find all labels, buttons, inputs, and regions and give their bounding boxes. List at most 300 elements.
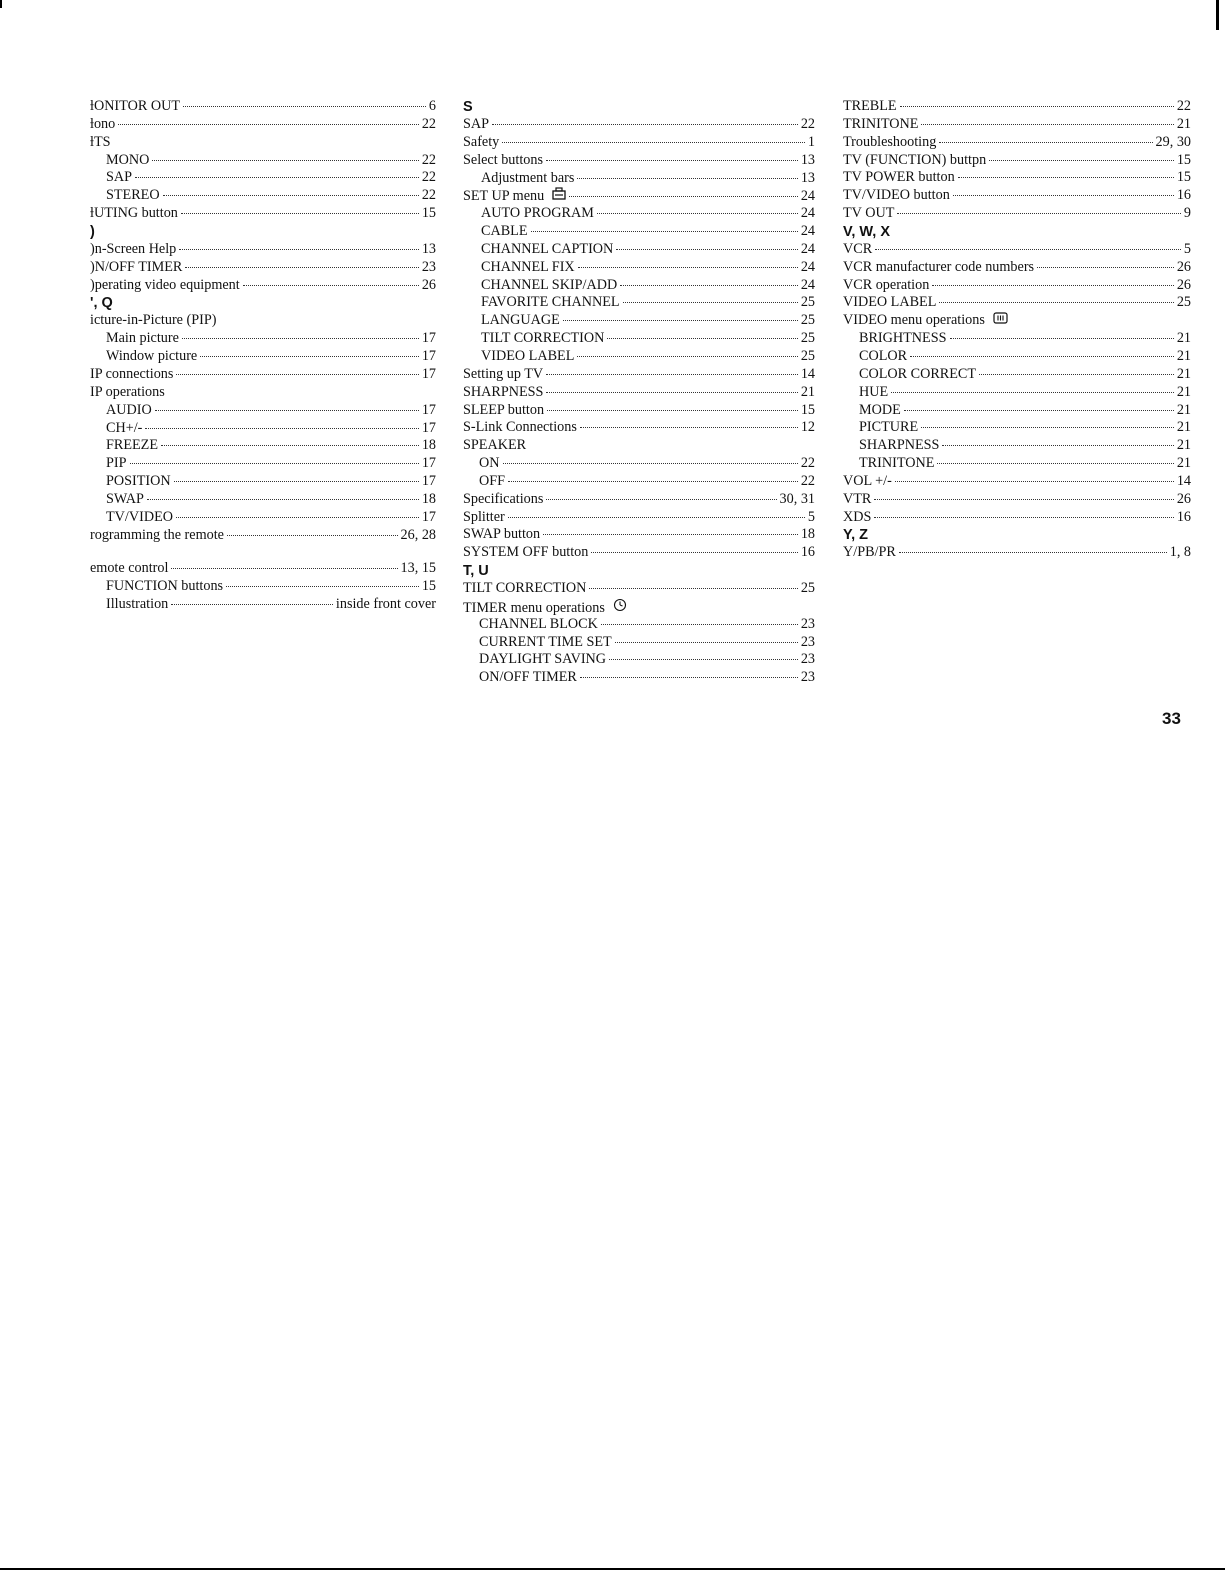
dot-leader [546, 374, 798, 375]
index-entry [90, 578, 436, 596]
page-reference: 6 [428, 98, 436, 114]
dot-leader [937, 463, 1173, 464]
index-term: XDS [843, 508, 872, 525]
page-reference: 17 [421, 330, 436, 347]
index-letter-heading: V, W, X [843, 223, 891, 240]
index-entry [90, 312, 436, 330]
dot-leader [875, 249, 1181, 250]
dot-leader [135, 177, 419, 178]
dot-leader [243, 285, 419, 286]
page-reference: 17 [421, 401, 436, 418]
index-term: )n-Screen Help [90, 240, 177, 257]
dot-leader [580, 677, 798, 678]
page-reference: 30, 31 [779, 490, 815, 507]
index-term: TIMER menu operations [463, 599, 605, 616]
dot-leader [176, 374, 418, 375]
page-reference: 13 [421, 240, 436, 257]
dot-leader [163, 195, 419, 196]
page-reference: 25 [800, 330, 815, 347]
dot-leader [615, 642, 798, 643]
page-reference: 14 [800, 365, 815, 382]
dot-leader [616, 249, 798, 250]
index-term: Specifications [463, 490, 544, 507]
page-reference: 17 [421, 473, 436, 490]
dot-leader [171, 604, 333, 605]
index-entry [90, 241, 436, 259]
page-reference: 17 [421, 455, 436, 472]
dot-leader [155, 410, 419, 411]
index-term: TRINITONE [859, 455, 935, 472]
dot-leader [607, 338, 797, 339]
index-entry [843, 509, 1191, 527]
index-term: DAYLIGHT SAVING [479, 651, 607, 668]
dot-leader [942, 445, 1173, 446]
dot-leader [950, 338, 1174, 339]
page-reference: 17 [421, 508, 436, 525]
page-reference: 15 [421, 578, 436, 595]
index-entry [463, 616, 815, 634]
index-term: ON/OFF TIMER [479, 669, 577, 686]
index-letter-heading: Y, Z [843, 527, 868, 544]
dot-leader [591, 552, 797, 553]
index-term: CABLE [481, 223, 528, 240]
page-reference: 12 [800, 419, 815, 436]
index-entry [90, 473, 436, 491]
index-entry [463, 384, 815, 402]
page-reference: 24 [800, 188, 815, 205]
index-term: STEREO [106, 187, 160, 204]
dot-leader [200, 356, 419, 357]
index-entry [463, 330, 815, 348]
index-entry [90, 152, 436, 170]
dot-leader [1037, 267, 1174, 268]
index-term: Troubleshooting [843, 133, 937, 150]
dot-leader [174, 481, 419, 482]
index-term: CHANNEL SKIP/ADD [481, 276, 618, 293]
dot-leader [897, 213, 1181, 214]
index-term: OFF [479, 472, 506, 489]
index-term: MONO [106, 151, 150, 168]
index-entry [463, 651, 815, 669]
dot-leader [508, 481, 798, 482]
index-entry [843, 116, 1191, 134]
index-column-3 [843, 98, 1191, 562]
page-reference: 22 [800, 455, 815, 472]
page-reference: 15 [1176, 169, 1191, 186]
index-term: rogramming the remote [90, 526, 224, 543]
dot-leader [227, 535, 398, 536]
index-entry [843, 473, 1191, 491]
page-reference: 24 [800, 240, 815, 257]
index-entry [90, 491, 436, 509]
page-reference: 17 [421, 348, 436, 365]
index-entry [463, 116, 815, 134]
dot-leader [503, 463, 798, 464]
index-entry [463, 348, 815, 366]
index-term: TV OUT [843, 205, 895, 222]
page-reference: 1, 8 [1169, 544, 1191, 561]
index-entry [463, 277, 815, 295]
index-entry [843, 98, 1191, 116]
page-reference: 22 [421, 115, 436, 132]
index-entry [843, 241, 1191, 259]
page-reference: 5 [807, 508, 815, 525]
index-entry [843, 419, 1191, 437]
index-term: FAVORITE CHANNEL [481, 294, 620, 311]
page-reference: 22 [800, 116, 815, 132]
page-reference: 23 [800, 615, 815, 632]
dot-leader [543, 534, 798, 535]
index-entry [843, 330, 1191, 348]
index-term: SLEEP button [463, 401, 545, 418]
index-entry [463, 134, 815, 152]
dot-leader [508, 517, 805, 518]
index-term: ƚUTING button [90, 205, 178, 222]
dot-leader [161, 445, 419, 446]
dot-leader [502, 142, 805, 143]
dot-leader [577, 178, 797, 179]
dot-leader [620, 285, 798, 286]
dot-leader [589, 588, 797, 589]
page-reference: 22 [1176, 98, 1191, 114]
index-term: TREBLE [843, 98, 897, 114]
dot-leader [546, 160, 798, 161]
dot-leader [147, 499, 419, 500]
page-reference: inside front cover [335, 596, 436, 613]
dot-leader [580, 427, 798, 428]
dot-leader [874, 499, 1173, 500]
index-entry [463, 402, 815, 420]
dot-leader [171, 568, 397, 569]
dot-leader [531, 231, 798, 232]
index-entry [843, 544, 1191, 562]
index-entry [463, 598, 815, 616]
scan-bottom-border [0, 1568, 1225, 1570]
dot-leader [546, 392, 797, 393]
index-term: Adjustment bars [481, 169, 575, 186]
index-term: CHANNEL BLOCK [479, 615, 598, 632]
index-entry [843, 384, 1191, 402]
dot-leader [874, 517, 1173, 518]
page-reference: 25 [800, 294, 815, 311]
index-entry [843, 277, 1191, 295]
page-reference: 21 [1176, 437, 1191, 454]
dot-leader [921, 427, 1174, 428]
index-entry [90, 384, 436, 402]
index-term: ƚONITOR OUT [90, 98, 180, 114]
index-entry [90, 527, 436, 545]
index-term: S-Link Connections [463, 419, 577, 436]
page-reference: 21 [1176, 419, 1191, 436]
index-entry [90, 98, 436, 116]
index-entry [90, 169, 436, 187]
dot-leader [546, 499, 776, 500]
page-reference: 18 [421, 490, 436, 507]
index-term: Select buttons [463, 151, 543, 168]
index-term: IP connections [90, 365, 174, 382]
page-reference: 24 [800, 276, 815, 293]
page-reference: 13 [800, 151, 815, 168]
page-reference: 29, 30 [1155, 133, 1191, 150]
dot-leader [185, 267, 418, 268]
dot-leader [958, 177, 1174, 178]
index-entry [463, 634, 815, 652]
index-term: CH+/- [106, 419, 143, 436]
index-letter-heading: S [463, 99, 473, 115]
dot-leader [910, 356, 1174, 357]
index-entry [90, 402, 436, 420]
index-term: )N/OFF TIMER [90, 258, 183, 275]
page-reference: 25 [800, 580, 815, 597]
index-term: SHARPNESS [463, 383, 544, 400]
page-number: 33 [1162, 709, 1181, 728]
page-reference: 25 [800, 347, 815, 364]
dot-leader [899, 552, 1167, 553]
index-term: TV/VIDEO [106, 508, 173, 525]
page-reference: 26 [1176, 490, 1191, 507]
index-term: POSITION [106, 473, 171, 490]
index-term: TILT CORRECTION [481, 330, 605, 347]
index-entry [463, 294, 815, 312]
index-term: SYSTEM OFF button [463, 544, 589, 561]
page-reference: 21 [1176, 115, 1191, 132]
index-term: CURRENT TIME SET [479, 633, 612, 650]
dot-leader [601, 624, 798, 625]
index-term: Illustration [106, 596, 169, 613]
page-reference: 21 [1176, 383, 1191, 400]
index-entry [90, 277, 436, 295]
index-term: emote control [90, 560, 169, 577]
index-entry [463, 312, 815, 330]
page-reference: 9 [1183, 205, 1191, 222]
index-entry [90, 259, 436, 277]
index-entry [90, 560, 436, 578]
index-entry [90, 187, 436, 205]
page-reference: 1 [807, 133, 815, 150]
index-entry [843, 187, 1191, 205]
index-entry [90, 420, 436, 438]
dot-leader [623, 302, 798, 303]
index-term: COLOR [859, 347, 908, 364]
dot-leader [118, 124, 419, 125]
page-reference: 23 [800, 669, 815, 686]
index-entry [463, 259, 815, 277]
index-entry [463, 544, 815, 562]
dot-leader [932, 285, 1174, 286]
page-reference: 16 [1176, 187, 1191, 204]
index-column-1 [90, 98, 436, 614]
page-reference: 18 [421, 437, 436, 454]
page-reference: 16 [1176, 508, 1191, 525]
index-term: VCR manufacturer code numbers [843, 258, 1035, 275]
dot-leader [953, 195, 1174, 196]
page-reference: 23 [800, 633, 815, 650]
dot-leader [183, 106, 426, 107]
index-term: BRIGHTNESS [859, 330, 947, 347]
index-term: ON [479, 455, 500, 472]
scan-edge-mark-left [0, 0, 2, 8]
index-column-2 [463, 98, 815, 687]
page-reference: 26 [1176, 258, 1191, 275]
page-reference: 13, 15 [400, 560, 436, 577]
index-entry [463, 366, 815, 384]
index-entry [463, 491, 815, 509]
dot-leader [939, 142, 1152, 143]
index-entry [463, 170, 815, 188]
index-term: PICTURE [859, 419, 919, 436]
index-entry [90, 509, 436, 527]
page-reference: 23 [800, 651, 815, 668]
timer-menu-icon [613, 598, 627, 616]
page-reference: 22 [800, 472, 815, 489]
index-entry [463, 526, 815, 544]
page-reference: 5 [1183, 240, 1191, 257]
index-entry [843, 294, 1191, 312]
page-reference: 17 [421, 419, 436, 436]
index-term: Safety [463, 133, 500, 150]
page-reference: 22 [421, 169, 436, 186]
index-entry [90, 596, 436, 614]
index-entry [90, 330, 436, 348]
index-entry [463, 205, 815, 223]
index-entry [463, 580, 815, 598]
dot-leader [130, 463, 419, 464]
index-term: ƚTS [90, 133, 111, 150]
index-entry [463, 241, 815, 259]
page-reference: 18 [800, 526, 815, 543]
dot-leader [578, 267, 798, 268]
page-reference: 14 [1176, 472, 1191, 489]
dot-leader [609, 659, 798, 660]
index-entry [463, 152, 815, 170]
index-term: FREEZE [106, 437, 159, 454]
dot-leader [145, 428, 418, 429]
index-term: SET UP menu [463, 188, 545, 205]
index-term: VOL +/- [843, 472, 892, 489]
index-entry [843, 259, 1191, 277]
index-term: FUNCTION buttons [106, 578, 224, 595]
page-reference: 23 [421, 258, 436, 275]
page-reference: 17 [421, 365, 436, 382]
index-term: SAP [463, 116, 490, 132]
index-entry [843, 348, 1191, 366]
index-term: AUTO PROGRAM [481, 205, 594, 222]
index-term: SPEAKER [463, 437, 527, 454]
index-term: TILT CORRECTION [463, 580, 587, 597]
index-term: VTR [843, 490, 872, 507]
index-entry [843, 366, 1191, 384]
index-entry [90, 437, 436, 455]
dot-leader [891, 392, 1174, 393]
dot-leader [547, 410, 798, 411]
index-entry [90, 116, 436, 134]
index-entry [90, 455, 436, 473]
index-entry [90, 205, 436, 223]
dot-leader [904, 410, 1174, 411]
page-reference: 21 [800, 383, 815, 400]
index-letter-heading: ', Q [90, 295, 113, 312]
page-reference: 13 [800, 169, 815, 186]
page-reference: 22 [421, 187, 436, 204]
index-term: TRINITONE [843, 115, 919, 132]
dot-leader [226, 586, 419, 587]
section-gap [90, 544, 436, 560]
page-reference: 26, 28 [400, 526, 436, 543]
dot-leader [569, 196, 798, 197]
index-term: SWAP [106, 490, 144, 507]
index-term: LANGUAGE [481, 312, 560, 329]
dot-leader [979, 374, 1174, 375]
index-entry [843, 491, 1191, 509]
dot-leader [176, 517, 419, 518]
index-term: IP operations [90, 383, 165, 400]
dot-leader [492, 124, 798, 125]
dot-leader [900, 106, 1174, 107]
index-term: COLOR CORRECT [859, 365, 977, 382]
index-term: Window picture [106, 348, 198, 365]
index-term: SWAP button [463, 526, 541, 543]
dot-leader [921, 124, 1173, 125]
page-reference: 25 [800, 312, 815, 329]
index-term: Setting up TV [463, 365, 544, 382]
index-entry [463, 473, 815, 491]
page-reference: 24 [800, 205, 815, 222]
scan-edge-mark-right [1216, 0, 1219, 30]
index-term: VCR [843, 240, 873, 257]
index-term: SAP [106, 169, 133, 186]
index-entry [843, 169, 1191, 187]
index-entry [463, 187, 815, 205]
index-entry [843, 437, 1191, 455]
dot-leader [181, 213, 419, 214]
index-entry [463, 437, 815, 455]
index-entry [843, 152, 1191, 170]
index-letter-heading: T, U [463, 563, 489, 580]
index-term: TV (FUNCTION) buttpn [843, 151, 987, 168]
index-term: TV POWER button [843, 169, 955, 186]
index-entry [843, 455, 1191, 473]
dot-leader [182, 338, 419, 339]
page-reference: 26 [421, 276, 436, 293]
index-term: ƚono [90, 115, 116, 132]
index-entry [843, 205, 1191, 223]
index-entry [843, 312, 1191, 330]
index-entry [90, 134, 436, 152]
index-term: VCR operation [843, 276, 930, 293]
page-reference: 15 [421, 205, 436, 222]
dot-leader [577, 356, 797, 357]
dot-leader [152, 160, 418, 161]
index-entry [463, 419, 815, 437]
index-entry [90, 366, 436, 384]
index-term: HUE [859, 383, 889, 400]
index-term: Splitter [463, 508, 505, 525]
page-reference: 16 [800, 544, 815, 561]
dot-leader [939, 302, 1173, 303]
index-term: CHANNEL FIX [481, 258, 575, 275]
index-term: MODE [859, 401, 901, 418]
dot-leader [597, 213, 798, 214]
index-term: AUDIO [106, 401, 152, 418]
page-reference: 15 [1176, 151, 1191, 168]
index-letter-heading: ) [90, 223, 95, 240]
index-entry [843, 402, 1191, 420]
page-reference: 21 [1176, 455, 1191, 472]
index-entry [463, 223, 815, 241]
index-term: icture-in-Picture (PIP) [90, 312, 217, 329]
dot-leader [179, 249, 419, 250]
page-reference: 25 [1176, 294, 1191, 311]
